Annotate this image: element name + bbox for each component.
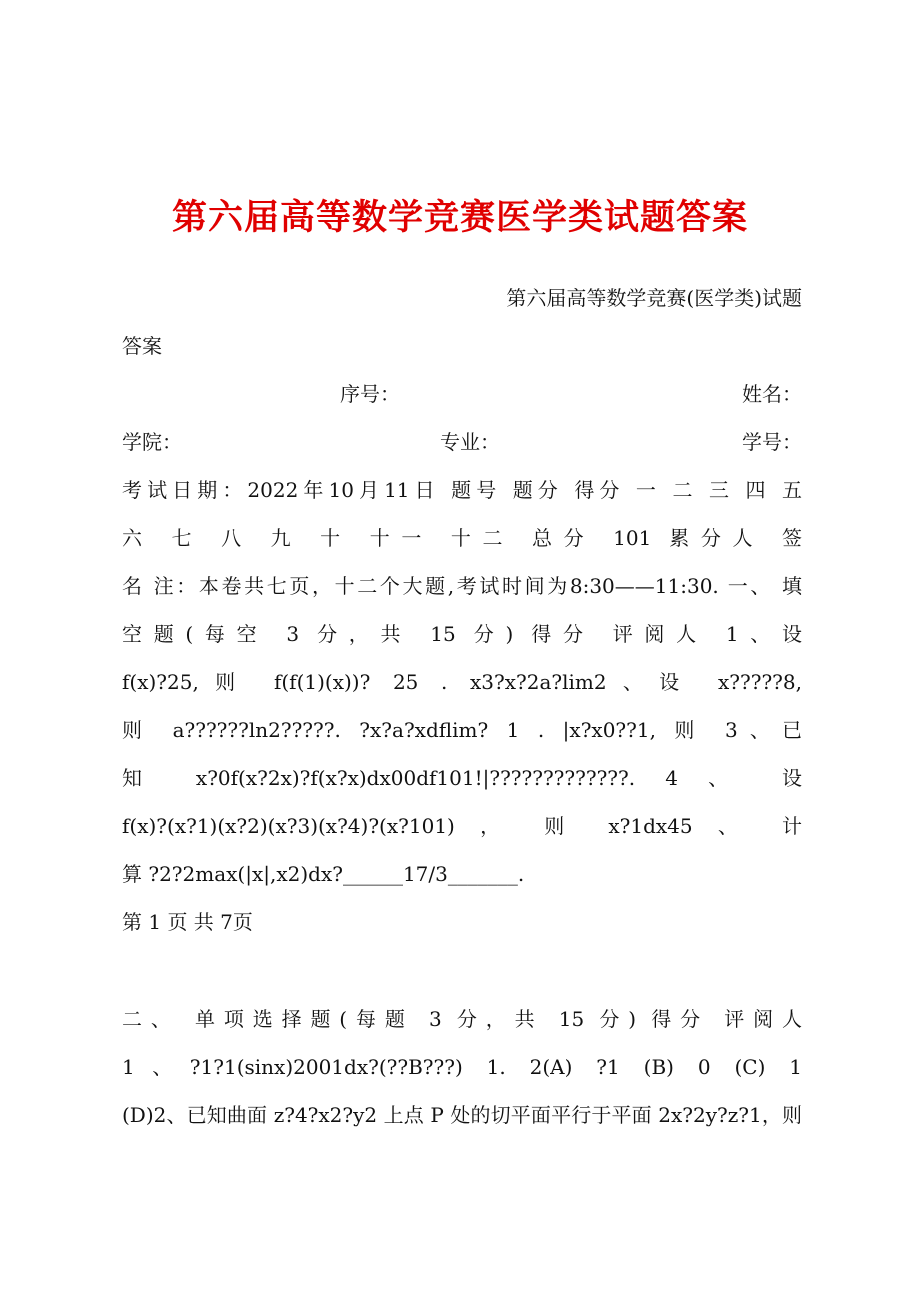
- question-line: f(x)?25,则 f(f(1)(x))? 25 . x3?x?2a?lim2、设 x?????8,: [122, 670, 802, 694]
- exam-info-line: 考试日期：2022年10月11日 题号 题分 得分 一 二 三 四 五: [122, 478, 802, 502]
- serial-number-label: 序号：: [340, 382, 400, 406]
- question-line: (D)2、已知曲面 z?4?x2?y2 上点 P 处的切平面平行于平面 2x?2y?z?1，则: [122, 1103, 802, 1127]
- subtitle-continuation: 答案: [122, 334, 162, 358]
- document-title: 第六届高等数学竞赛医学类试题答案: [171, 197, 748, 238]
- college-label: 学院：: [122, 430, 182, 454]
- major-label: 专业：: [440, 430, 500, 454]
- name-label: 姓名：: [742, 382, 802, 406]
- question-line: 1、?1?1(sinx)2001dx?(??B???) 1. 2(A) ?1 (B) 0 (C) 1: [122, 1055, 802, 1079]
- exam-note-line: 名 注：本卷共七页，十二个大题,考试时间为8:30——11:30. 一、 填: [122, 574, 802, 598]
- question-line: f(x)?(x?1)(x?2)(x?3)(x?4)?(x?101) ， 则 x?1dx45 、 计: [122, 814, 802, 838]
- section-one-heading: 空题(每空 3 分，共 15 分) 得分 评阅人 1、设: [122, 622, 802, 646]
- score-table-line: 六 七 八 九 十 十一 十二 总分 101 累分人 签: [122, 526, 802, 550]
- subtitle-line: 第六届高等数学竞赛(医学类)试题: [506, 286, 802, 310]
- question-line: 知 x?0f(x?2x)?f(x?x)dx00df101!|?????????????. 4 、 设: [122, 766, 802, 790]
- question-line: 算 ?2?2max(|x|,x2)dx?______17/3_______.: [122, 862, 525, 886]
- question-line: 则 a??????ln2?????. ?x?a?xdflim? 1 . |x?x0??1, 则 3、已: [122, 718, 802, 742]
- page-footer: 第 1 页 共 7页: [122, 910, 253, 934]
- section-two-heading: 二、 单项选择题(每题 3 分，共 15 分) 得分 评阅人: [122, 1007, 802, 1031]
- student-id-label: 学号：: [742, 430, 802, 454]
